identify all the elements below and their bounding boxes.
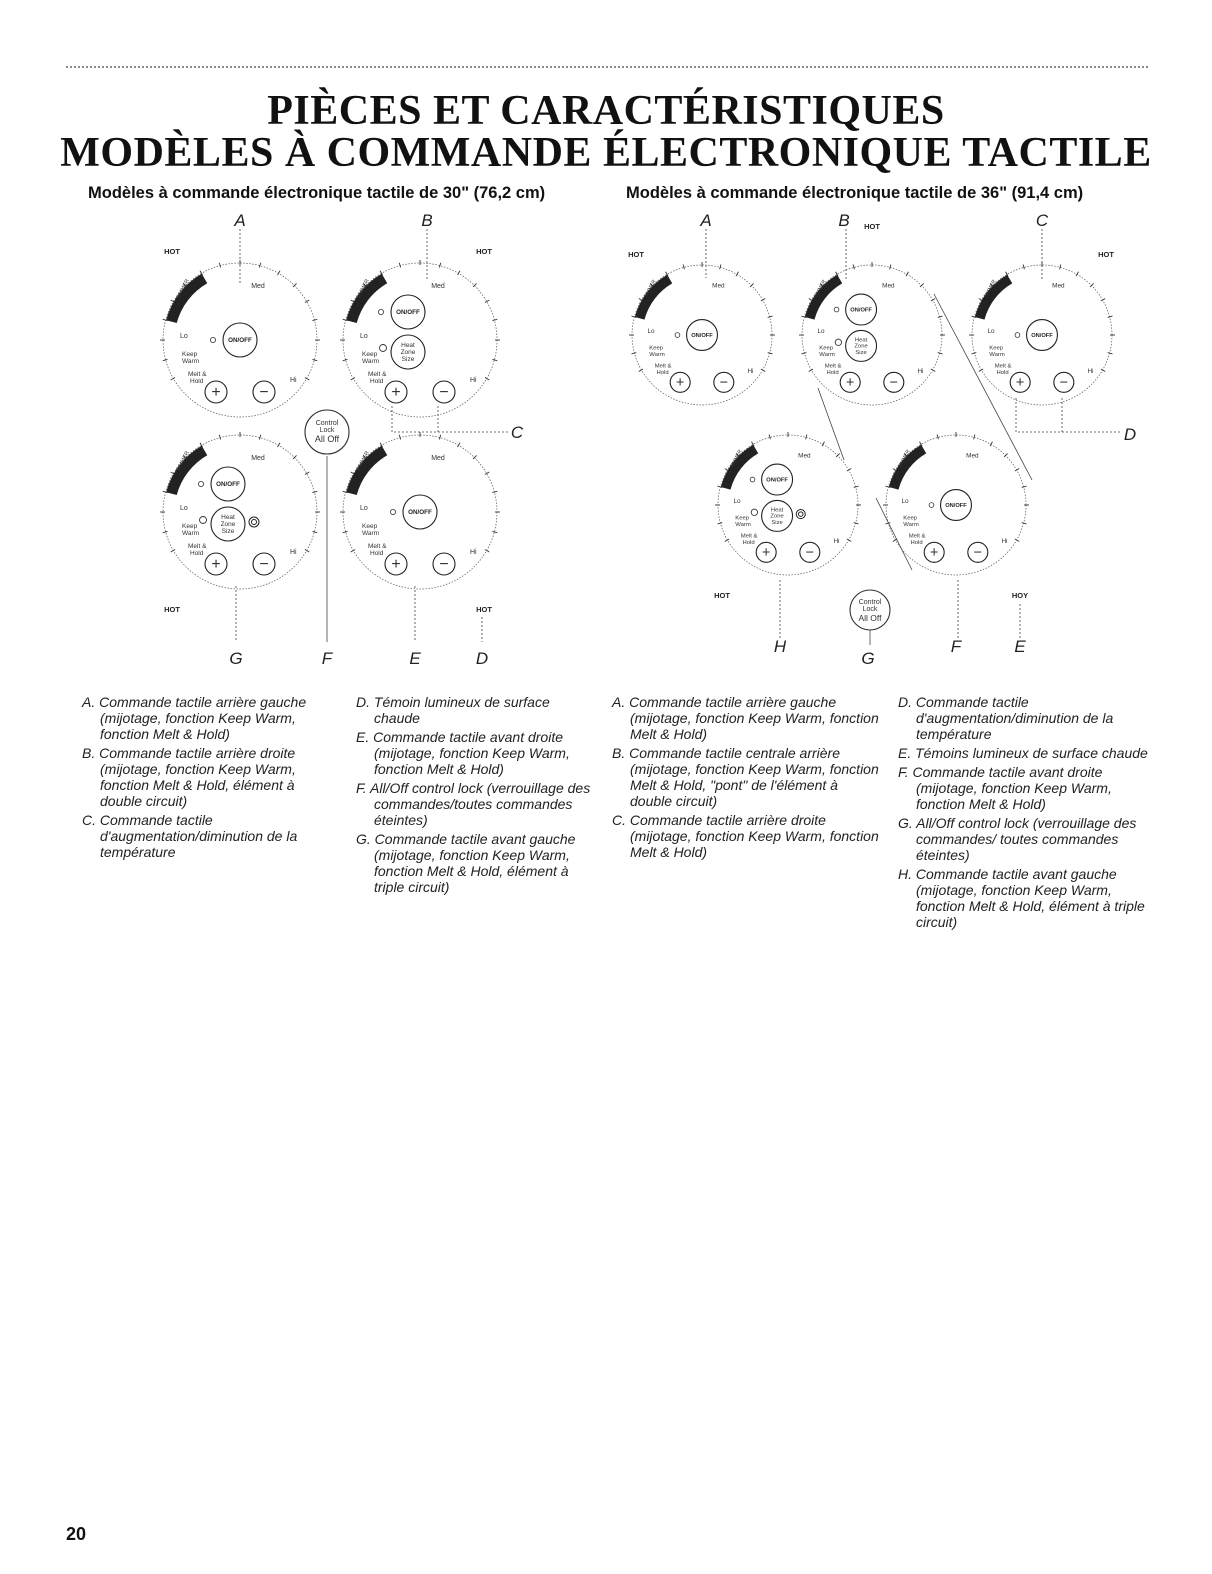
keep-warm-label-1: Keep bbox=[182, 523, 198, 530]
heat-zone-size-button[interactable] bbox=[762, 500, 793, 531]
plus-symbol: + bbox=[929, 544, 939, 561]
hi-label: Hi bbox=[1001, 538, 1008, 546]
minus-button[interactable] bbox=[253, 381, 275, 403]
heat-zone-line-1: Heat bbox=[770, 507, 784, 514]
on-off-label: ON/OFF bbox=[408, 509, 432, 517]
minus-button[interactable] bbox=[1054, 372, 1074, 392]
on-off-button[interactable] bbox=[403, 495, 437, 529]
heat-zone-line-3: Size bbox=[855, 350, 867, 357]
callout-B: B bbox=[838, 211, 850, 230]
melt-hold-label-2: Hold bbox=[910, 540, 923, 547]
plus-symbol: + bbox=[1015, 374, 1025, 391]
minus-symbol: − bbox=[259, 556, 269, 573]
heat-zone-line-2: Zone bbox=[854, 343, 868, 350]
minus-symbol: − bbox=[439, 556, 449, 573]
simmer-label: SIMMER bbox=[175, 450, 191, 473]
minus-symbol: − bbox=[805, 544, 815, 561]
heat-zone-size-button[interactable] bbox=[391, 335, 425, 369]
callout-G: G bbox=[229, 649, 243, 668]
lo-label: Lo bbox=[733, 498, 741, 506]
lo-label: Lo bbox=[901, 498, 909, 506]
plus-button[interactable] bbox=[205, 381, 227, 403]
melt-hold-label-1: Melt & bbox=[188, 371, 207, 378]
heat-zone-size-button[interactable] bbox=[846, 330, 877, 361]
legend-item: G. Commande tactile avant gauche (mijotage, fonction Keep Warm, fonction Melt & Hold, élément à triple circuit) bbox=[356, 831, 576, 895]
legend-item: B. Commande tactile centrale arrière (mijotage, fonction Keep Warm, fonction Melt & Hold, "pont" de l'élément à double circuit) bbox=[612, 745, 879, 809]
callout-E: E bbox=[409, 649, 421, 668]
lo-label: Lo bbox=[360, 333, 368, 340]
plus-button[interactable] bbox=[924, 542, 944, 562]
lo-label: Lo bbox=[987, 328, 995, 336]
dial-front-left[interactable] bbox=[160, 432, 320, 589]
hi-label: Hi bbox=[917, 368, 924, 376]
plus-symbol: + bbox=[211, 556, 221, 573]
heat-zone-line-2: Zone bbox=[770, 513, 784, 520]
med-label: Med bbox=[431, 283, 445, 290]
heat-zone-line-2: Zone bbox=[400, 349, 416, 356]
med-label: Med bbox=[251, 283, 265, 290]
legend-item: F. All/Off control lock (verrouillage des commandes/toutes commandes éteintes) bbox=[356, 780, 591, 828]
hi-label: Hi bbox=[470, 549, 477, 556]
on-off-label: ON/OFF bbox=[850, 307, 872, 314]
callout-F: F bbox=[321, 649, 333, 668]
keep-warm-label-1: Keep bbox=[362, 351, 378, 358]
cooktop-30-diagram bbox=[0, 200, 606, 680]
hot-label-rear-right: HOT bbox=[1098, 250, 1114, 259]
indicator-light bbox=[929, 503, 934, 508]
simmer-label: SIMMER bbox=[982, 278, 998, 300]
callout-D: D bbox=[1123, 425, 1137, 444]
on-off-button[interactable] bbox=[391, 295, 425, 329]
keep-warm-label-2: Warm bbox=[362, 358, 380, 365]
heat-zone-line-1: Heat bbox=[854, 337, 868, 344]
simmer-label: SIMMER bbox=[355, 450, 371, 473]
melt-hold-label-2: Hold bbox=[190, 378, 204, 385]
indicator-light bbox=[834, 307, 839, 312]
hot-label-rear-center: HOT bbox=[864, 222, 880, 231]
minus-button[interactable] bbox=[433, 553, 455, 575]
melt-hold-label-2: Hold bbox=[826, 370, 839, 377]
keep-warm-label-1: Keep bbox=[735, 515, 750, 522]
heat-zone-line-3: Size bbox=[771, 520, 783, 527]
hot-label-front-right: HOT bbox=[476, 605, 492, 614]
minus-button[interactable] bbox=[714, 372, 734, 392]
legend-left-col-2 bbox=[356, 694, 596, 898]
lock-line-3: All Off bbox=[314, 434, 340, 444]
zone-icon bbox=[751, 509, 757, 515]
keep-warm-label-2: Warm bbox=[819, 351, 835, 358]
legend-item: A. Commande tactile arrière gauche (mijotage, fonction Keep Warm, fonction Melt & Hold) bbox=[612, 694, 879, 742]
plus-symbol: + bbox=[845, 374, 855, 391]
lock-line-3: All Off bbox=[858, 613, 882, 623]
simmer-label: SIMMER bbox=[175, 278, 191, 301]
legend-item: H. Commande tactile avant gauche (mijotage, fonction Keep Warm, fonction Melt & Hold, élément à triple circuit) bbox=[898, 866, 1145, 930]
callout-E: E bbox=[1014, 637, 1026, 656]
on-off-label: ON/OFF bbox=[216, 481, 240, 489]
keep-warm-label-2: Warm bbox=[649, 351, 665, 358]
indicator-light bbox=[675, 333, 680, 338]
minus-symbol: − bbox=[889, 374, 899, 391]
keep-warm-label-1: Keep bbox=[819, 345, 834, 352]
cooktop-36-diagram bbox=[606, 200, 1212, 680]
hot-label-rear-left: HOT bbox=[164, 247, 180, 256]
top-dotted-rule bbox=[66, 66, 1148, 68]
minus-symbol: − bbox=[259, 384, 269, 401]
hot-label-rear-right: HOT bbox=[476, 247, 492, 256]
page-title-line-1: PIÈCES ET CARACTÉRISTIQUES bbox=[267, 88, 945, 134]
page-title-line-2: MODÈLES À COMMANDE ÉLECTRONIQUE TACTILE bbox=[60, 130, 1152, 176]
plus-symbol: + bbox=[391, 384, 401, 401]
minus-symbol: − bbox=[719, 374, 729, 391]
control-lock-button[interactable] bbox=[305, 410, 349, 454]
plus-symbol: + bbox=[391, 556, 401, 573]
hi-label: Hi bbox=[747, 368, 754, 376]
zone-icon bbox=[380, 345, 387, 352]
minus-button[interactable] bbox=[253, 553, 275, 575]
minus-button[interactable] bbox=[433, 381, 455, 403]
plus-button[interactable] bbox=[385, 553, 407, 575]
on-off-label: ON/OFF bbox=[945, 503, 967, 509]
minus-symbol: − bbox=[973, 544, 983, 561]
plus-button[interactable] bbox=[840, 372, 860, 392]
on-off-button[interactable] bbox=[846, 294, 877, 325]
plus-symbol: + bbox=[761, 544, 771, 561]
indicator-light bbox=[390, 509, 395, 514]
hi-label: Hi bbox=[470, 377, 477, 384]
callout-A: A bbox=[700, 211, 712, 230]
simmer-label: SIMMER bbox=[812, 278, 828, 300]
page-number: 20 bbox=[66, 1524, 87, 1544]
on-off-button[interactable] bbox=[687, 320, 718, 351]
keep-warm-label-1: Keep bbox=[649, 345, 664, 352]
indicator-light bbox=[198, 481, 203, 486]
med-label: Med bbox=[1052, 282, 1065, 290]
dial-rear-right[interactable] bbox=[969, 262, 1115, 405]
legend-item: B. Commande tactile arrière droite (mijotage, fonction Keep Warm, fonction Melt & Hold, élément à double circuit) bbox=[82, 745, 296, 809]
on-off-label: ON/OFF bbox=[691, 333, 713, 339]
keep-warm-label-1: Keep bbox=[903, 515, 918, 522]
dial-front-right[interactable] bbox=[340, 432, 500, 589]
keep-warm-label-2: Warm bbox=[362, 530, 380, 537]
lo-label: Lo bbox=[180, 333, 188, 340]
dial-rear-center[interactable] bbox=[799, 262, 945, 405]
minus-symbol: − bbox=[1059, 374, 1069, 391]
dial-front-left[interactable] bbox=[715, 432, 861, 575]
lo-label: Lo bbox=[360, 505, 368, 512]
med-label: Med bbox=[712, 282, 725, 290]
legend-right-col-2 bbox=[898, 694, 1148, 933]
plus-button[interactable] bbox=[670, 372, 690, 392]
callout-A: A bbox=[234, 211, 246, 230]
simmer-label: SIMMER bbox=[355, 278, 371, 301]
heat-zone-line-2: Zone bbox=[220, 521, 236, 528]
plus-button[interactable] bbox=[756, 542, 776, 562]
lock-line-2: Lock bbox=[862, 606, 878, 613]
simmer-label: SIMMER bbox=[642, 278, 658, 300]
on-off-label: ON/OFF bbox=[766, 477, 788, 484]
indicator-light bbox=[1015, 333, 1020, 338]
dial-rear-left[interactable] bbox=[160, 260, 320, 417]
zone-icon bbox=[200, 517, 207, 524]
callout-C: C bbox=[510, 423, 524, 442]
melt-hold-label-1: Melt & bbox=[654, 363, 672, 370]
triple-ring-icon bbox=[249, 517, 259, 527]
keep-warm-label-2: Warm bbox=[735, 521, 751, 528]
lock-line-1: Control bbox=[315, 420, 339, 427]
plus-button[interactable] bbox=[385, 381, 407, 403]
dial-rear-right[interactable] bbox=[340, 260, 500, 417]
minus-button[interactable] bbox=[968, 542, 988, 562]
on-off-button[interactable] bbox=[211, 467, 245, 501]
hoy-label-front-right: HOY bbox=[1011, 591, 1029, 600]
callout-C: C bbox=[1035, 211, 1049, 230]
keep-warm-label-2: Warm bbox=[903, 521, 919, 528]
callout-F: F bbox=[950, 637, 962, 656]
minus-button[interactable] bbox=[800, 542, 820, 562]
plus-symbol: + bbox=[675, 374, 685, 391]
dial-front-right[interactable] bbox=[883, 432, 1029, 575]
legend-item: D. Témoin lumineux de surface chaude bbox=[356, 694, 550, 726]
indicator-light bbox=[750, 477, 755, 482]
legend-item: C. Commande tactile arrière droite (mijotage, fonction Keep Warm, fonction Melt & Hold) bbox=[612, 812, 879, 860]
melt-hold-label-2: Hold bbox=[190, 550, 204, 557]
on-off-button[interactable] bbox=[1027, 320, 1058, 351]
on-off-label: ON/OFF bbox=[396, 309, 420, 317]
melt-hold-label-2: Hold bbox=[370, 378, 384, 385]
hi-label: Hi bbox=[290, 377, 297, 384]
med-label: Med bbox=[882, 282, 895, 290]
keep-warm-label-2: Warm bbox=[989, 351, 1005, 358]
heat-zone-line-3: Size bbox=[221, 528, 235, 535]
legend-right-col-1 bbox=[612, 694, 882, 863]
melt-hold-label-1: Melt & bbox=[188, 543, 207, 550]
lo-label: Lo bbox=[647, 328, 655, 336]
plus-button[interactable] bbox=[1010, 372, 1030, 392]
triple-ring-icon bbox=[796, 510, 805, 519]
callout-D: D bbox=[475, 649, 489, 668]
control-lock-button[interactable] bbox=[850, 590, 890, 630]
med-label: Med bbox=[251, 455, 265, 462]
melt-hold-label-1: Melt & bbox=[368, 371, 387, 378]
med-label: Med bbox=[966, 452, 979, 460]
melt-hold-label-2: Hold bbox=[742, 540, 755, 547]
legend-item: A. Commande tactile arrière gauche (mijotage, fonction Keep Warm, fonction Melt & Hold) bbox=[82, 694, 307, 742]
hi-label: Hi bbox=[833, 538, 840, 546]
melt-hold-label-1: Melt & bbox=[994, 363, 1012, 370]
lock-line-1: Control bbox=[858, 599, 882, 606]
simmer-label: SIMMER bbox=[728, 448, 744, 470]
legend-item: C. Commande tactile d'augmentation/diminution de la température bbox=[82, 812, 298, 860]
keep-warm-label-1: Keep bbox=[362, 523, 378, 530]
keep-warm-label-2: Warm bbox=[182, 358, 200, 365]
on-off-button[interactable] bbox=[223, 323, 257, 357]
lo-label: Lo bbox=[180, 505, 188, 512]
lock-line-2: Lock bbox=[319, 427, 335, 434]
dial-rear-left[interactable] bbox=[629, 262, 775, 405]
hot-label-front-left: HOT bbox=[164, 605, 180, 614]
simmer-label: SIMMER bbox=[896, 448, 912, 470]
med-label: Med bbox=[798, 452, 811, 460]
legend-item: D. Commande tactile d'augmentation/diminution de la température bbox=[898, 694, 1114, 742]
heat-zone-size-button[interactable] bbox=[211, 507, 245, 541]
plus-button[interactable] bbox=[205, 553, 227, 575]
melt-hold-label-2: Hold bbox=[996, 370, 1009, 377]
melt-hold-label-1: Melt & bbox=[908, 533, 926, 540]
on-off-button[interactable] bbox=[941, 490, 972, 521]
on-off-label: ON/OFF bbox=[1031, 333, 1053, 339]
zone-icon bbox=[835, 339, 841, 345]
on-off-button[interactable] bbox=[762, 464, 793, 495]
melt-hold-label-1: Melt & bbox=[368, 543, 387, 550]
legend-item: E. Témoins lumineux de surface chaude bbox=[898, 745, 1148, 761]
minus-symbol: − bbox=[439, 384, 449, 401]
hot-label-rear-left: HOT bbox=[628, 250, 644, 259]
lo-label: Lo bbox=[817, 328, 825, 336]
legend-item: F. Commande tactile avant droite (mijotage, fonction Keep Warm, fonction Melt & Hold) bbox=[898, 764, 1112, 812]
minus-button[interactable] bbox=[884, 372, 904, 392]
right-diagram-heading: Modèles à commande électronique tactile de 36" (91,4 cm) bbox=[626, 184, 1084, 202]
indicator-light bbox=[210, 337, 215, 342]
melt-hold-label-2: Hold bbox=[656, 370, 669, 377]
melt-hold-label-1: Melt & bbox=[824, 363, 842, 370]
hot-label-front-left: HOT bbox=[714, 591, 730, 600]
hi-label: Hi bbox=[290, 549, 297, 556]
callout-B: B bbox=[421, 211, 433, 230]
triple-ring-inner bbox=[252, 520, 257, 525]
triple-ring-inner bbox=[798, 512, 803, 517]
med-label: Med bbox=[431, 455, 445, 462]
keep-warm-label-2: Warm bbox=[182, 530, 200, 537]
keep-warm-label-1: Keep bbox=[182, 351, 198, 358]
on-off-label: ON/OFF bbox=[228, 337, 252, 345]
legend-left-col-1 bbox=[82, 694, 332, 863]
hi-label: Hi bbox=[1087, 368, 1094, 376]
indicator-light bbox=[378, 309, 383, 314]
keep-warm-label-1: Keep bbox=[989, 345, 1004, 352]
plus-symbol: + bbox=[211, 384, 221, 401]
heat-zone-line-3: Size bbox=[401, 356, 415, 363]
melt-hold-label-2: Hold bbox=[370, 550, 384, 557]
legend-item: G. All/Off control lock (verrouillage des commandes/ toutes commandes éteintes) bbox=[898, 815, 1137, 863]
callout-H: H bbox=[773, 637, 787, 656]
melt-hold-label-1: Melt & bbox=[740, 533, 758, 540]
left-diagram-heading: Modèles à commande électronique tactile de 30" (76,2 cm) bbox=[88, 184, 546, 202]
legend-item: E. Commande tactile avant droite (mijotage, fonction Keep Warm, fonction Melt & Hold) bbox=[356, 729, 570, 777]
heat-zone-line-1: Heat bbox=[221, 514, 235, 521]
heat-zone-line-1: Heat bbox=[401, 342, 415, 349]
callout-G: G bbox=[861, 649, 875, 668]
